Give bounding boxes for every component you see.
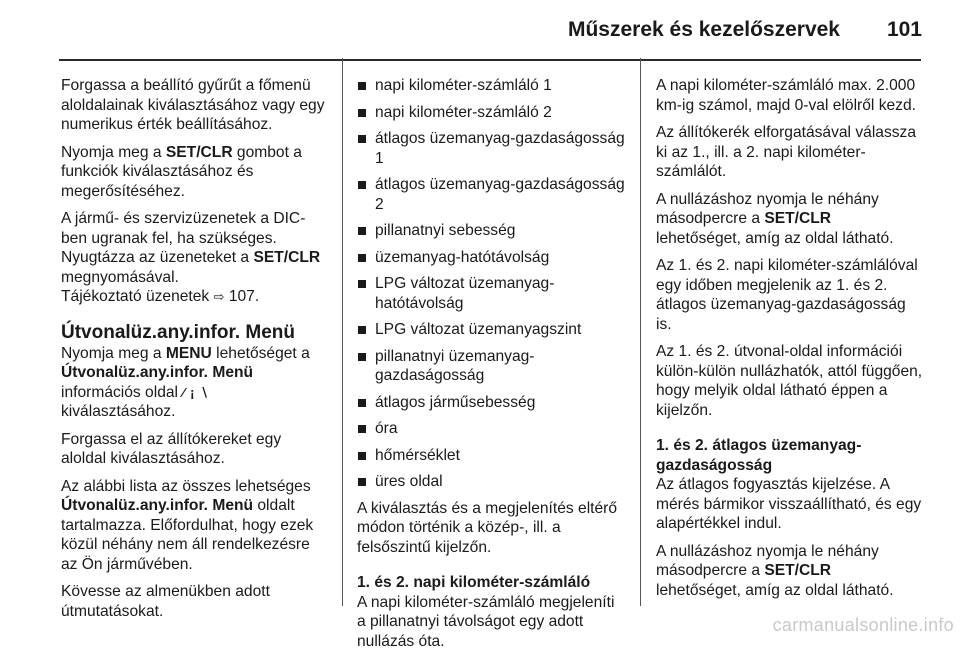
column-divider-1: [342, 58, 343, 606]
button-ref-set-clr: SET/CLR: [165, 143, 233, 161]
paragraph: Forgassa a beállító gyűrűt a főmenü aloldalainak kiválasztásához vagy egy numerikus érték beállításához.: [61, 77, 325, 133]
subsection-heading: 1. és 2. napi kilométer-számláló: [357, 574, 591, 591]
button-ref-set-clr: SET/CLR: [764, 210, 832, 227]
text: A jármű- és szervizüzenetek a DIC-ben ugranak fel, ha szükséges. Nyugtázza az üzeneteket a: [61, 210, 306, 266]
paragraph: Az állítókerék elforgatásával válassza ki az 1., ill. a 2. napi kilométer-számlálót.: [656, 124, 917, 180]
paragraph: [61, 209, 329, 308]
paragraph: Az 1. és 2. napi kilométer-számlálóval egy időben megjelenik az 1. és 2. átlagos üzemanyag-gazdaságosság is.: [656, 257, 918, 333]
paragraph: A kiválasztás és a megjelenítés eltérő módon történik a közép-, ill. a felsőszintű kijelzőn.: [357, 499, 618, 556]
list-item: hőmérséklet: [357, 446, 625, 466]
page-number: 101: [886, 18, 922, 41]
list-item: átlagos járműsebesség: [357, 393, 625, 413]
menu-ref: Útvonalüz.any.infor. Menü: [61, 497, 254, 514]
paragraph: Az 1. és 2. útvonal-oldal információi külön-külön nullázhatók, attól függően, hogy melyik oldal látható éppen a kijelzőn.: [656, 343, 923, 419]
list-item: átlagos üzemanyag-gazdaságosság 2: [357, 175, 625, 214]
text: lehetőséget, amíg az oldal látható.: [656, 229, 894, 247]
paragraph: [61, 344, 329, 422]
trip-info-icon: ⁄ ¡ ∖: [182, 384, 211, 400]
list-item: napi kilométer-számláló 2: [357, 103, 625, 123]
column-divider-2: [640, 58, 641, 606]
text: Nyomja meg a: [61, 344, 166, 362]
menu-ref: Útvonalüz.any.infor. Menü: [61, 364, 254, 381]
text: Az alábbi lista az összes lehetséges: [61, 477, 311, 495]
list-item: napi kilométer-számláló 1: [357, 76, 625, 96]
text: megnyomásával.: [61, 268, 179, 286]
paragraph: Forgassa el az állítókereket egy aloldal kiválasztásához.: [61, 430, 282, 467]
text: Nyomja meg a: [61, 143, 166, 161]
text: lehetőséget a: [211, 344, 310, 362]
subsection-heading: 1. és 2. átlagos üzemanyag-gazdaságosság: [656, 437, 862, 474]
text: gombot a funkciók kiválasztásához és megerősítéséhez.: [61, 143, 302, 200]
header-divider: [59, 59, 921, 61]
page-header: [0, 0, 960, 60]
column-1: [61, 76, 329, 629]
text: lehetőséget, amíg az oldal látható.: [656, 581, 894, 599]
text: információs oldal: [61, 383, 183, 401]
list-item: LPG változat üzemanyag-hatótávolság: [357, 274, 625, 313]
watermark: carmanualsonline.info: [772, 615, 954, 635]
paragraph: A napi kilométer-számláló megjeleníti a pillanatnyi távolságot egy adott nullázás óta.: [357, 593, 615, 650]
submenu-list: [357, 76, 625, 492]
paragraph: [61, 477, 329, 575]
list-item: üres oldal: [357, 472, 625, 492]
paragraph: Az átlagos fogyasztás kijelzése. A mérés bármikor visszaállítható, és egy alapértékkel indul.: [656, 476, 922, 532]
button-ref-set-clr: SET/CLR: [253, 249, 321, 266]
list-item: átlagos üzemanyag-gazdaságosság 1: [357, 129, 625, 168]
column-2: [357, 76, 625, 659]
text: Tájékoztató üzenetek: [61, 288, 214, 305]
column-3: [656, 76, 924, 608]
page-reference[interactable]: 107.: [224, 288, 260, 305]
page-reference-arrow-icon: ⇨: [213, 290, 225, 305]
text: oldalt tartalmazza. Előfordulhat, hogy ezek közül néhány nem áll rendelkezésre az Ön járművében.: [61, 497, 314, 573]
list-item: pillanatnyi sebesség: [357, 221, 625, 241]
list-item: LPG változat üzemanyagszint: [357, 320, 625, 340]
text: kiválasztásához.: [61, 403, 176, 420]
section-heading: Útvonalüz.any.infor. Menü: [61, 321, 295, 343]
paragraph: [61, 143, 329, 202]
paragraph: [656, 190, 924, 249]
paragraph: [656, 542, 924, 601]
page-title: Műszerek és kezelőszervek: [567, 18, 840, 41]
text: A nullázáshoz nyomja le néhány másodpercre a: [656, 542, 879, 579]
paragraph: Kövesse az almenükben adott útmutatásokat.: [61, 583, 270, 620]
list-item: pillanatnyi üzemanyag-gazdaságosság: [357, 347, 625, 386]
paragraph: A napi kilométer-számláló max. 2.000 km-ig számol, majd 0-val elölről kezd.: [656, 77, 916, 114]
list-item: üzemanyag-hatótávolság: [357, 248, 625, 268]
list-item: óra: [357, 419, 625, 439]
button-ref-menu: MENU: [165, 344, 212, 362]
text: A nullázáshoz nyomja le néhány másodpercre a: [656, 190, 879, 227]
button-ref-set-clr: SET/CLR: [764, 562, 832, 579]
